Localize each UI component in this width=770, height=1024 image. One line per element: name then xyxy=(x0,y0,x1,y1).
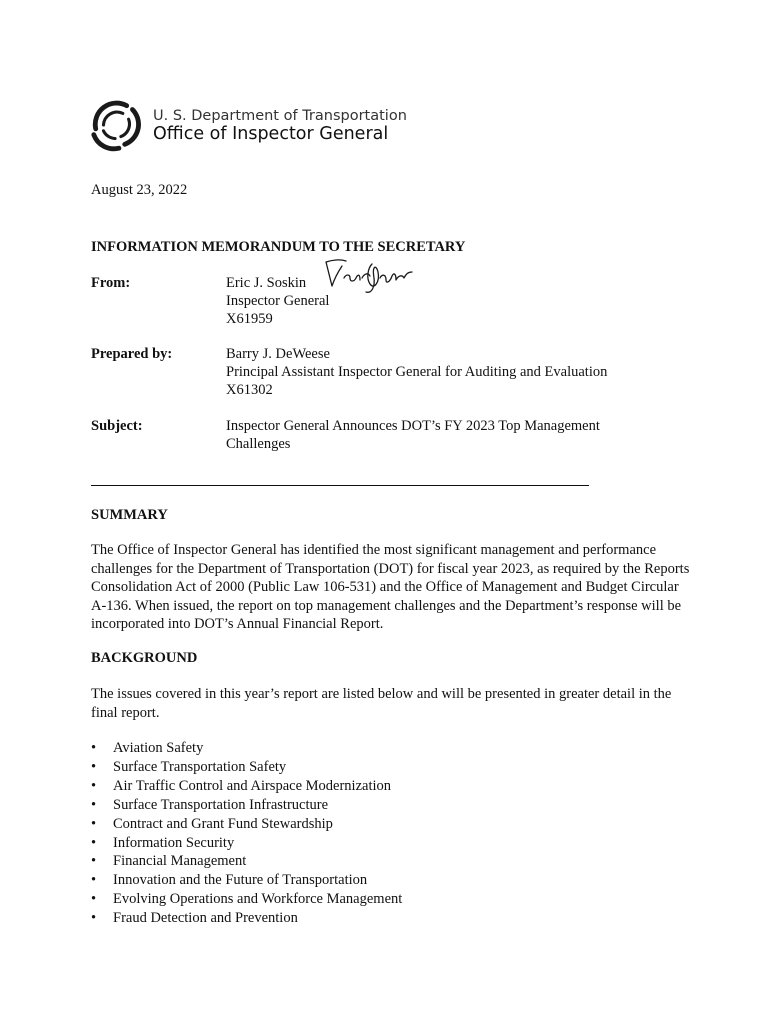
prepared-by-phone: X61302 xyxy=(226,382,273,398)
list-item: • Evolving Operations and Workforce Management xyxy=(91,890,402,909)
subject-label: Subject: xyxy=(91,418,143,434)
list-item: • Innovation and the Future of Transportation xyxy=(91,871,402,890)
subject-line-2: Challenges xyxy=(226,436,291,452)
list-item: • Contract and Grant Fund Stewardship xyxy=(91,815,402,834)
list-item: • Surface Transportation Safety xyxy=(91,758,402,777)
memo-title: INFORMATION MEMORANDUM TO THE SECRETARY xyxy=(91,239,466,255)
list-item: • Information Security xyxy=(91,834,402,853)
summary-paragraph: The Office of Inspector General has identified the most significant management and performance challenges for the Department of Transportation (DOT) for fiscal year 2023, as required by the Reports Consolidation Act of 2000 (Public Law 106-531) and the Office of Management and Budget Circular A-136. When issued, the report on top management challenges and the Department’s response will be incorporated into DOT’s Annual Financial Report. xyxy=(91,542,690,632)
from-title: Inspector General xyxy=(226,293,330,309)
prepared-by-name: Barry J. DeWeese xyxy=(226,346,330,362)
list-item: • Fraud Detection and Prevention xyxy=(91,909,402,928)
from-phone: X61959 xyxy=(226,311,273,327)
horizontal-divider xyxy=(91,485,589,486)
org-department-name: U. S. Department of Transportation xyxy=(153,108,407,124)
signature-icon xyxy=(320,256,415,298)
background-heading: BACKGROUND xyxy=(91,650,198,666)
list-item: • Air Traffic Control and Airspace Modernization xyxy=(91,777,402,796)
org-office-name: Office of Inspector General xyxy=(153,124,389,144)
dot-oig-logo-icon xyxy=(88,96,146,154)
prepared-by-title: Principal Assistant Inspector General for Auditing and Evaluation xyxy=(226,364,608,380)
memo-date: August 23, 2022 xyxy=(91,182,188,198)
list-item: • Aviation Safety xyxy=(91,739,402,758)
background-paragraph: The issues covered in this year’s report are listed below and will be presented in greater detail in the final report. xyxy=(91,686,672,721)
from-label: From: xyxy=(91,275,131,291)
from-name: Eric J. Soskin xyxy=(226,275,307,291)
challenges-list xyxy=(91,739,402,928)
prepared-by-label: Prepared by: xyxy=(91,346,173,362)
subject-line-1: Inspector General Announces DOT’s FY 2023 Top Management xyxy=(226,418,600,434)
summary-heading: SUMMARY xyxy=(91,507,168,523)
list-item: • Surface Transportation Infrastructure xyxy=(91,796,402,815)
list-item: • Financial Management xyxy=(91,852,402,871)
